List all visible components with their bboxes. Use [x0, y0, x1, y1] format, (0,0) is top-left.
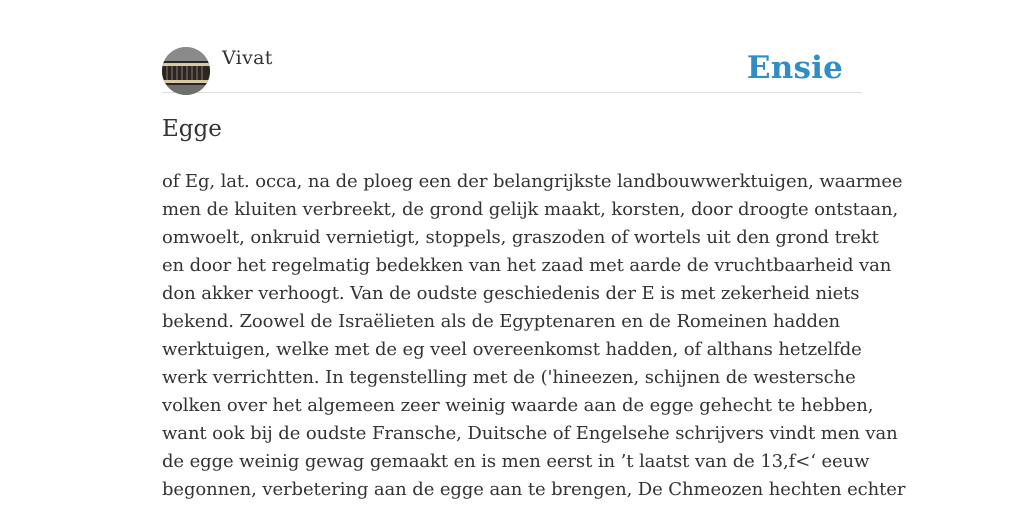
article-line: de egge weinig gewag gemaakt en is men eerst in ’t laatst van de 13,f<‘ eeuw: [162, 451, 870, 472]
article-body: [162, 168, 906, 504]
brand-logo[interactable]: Ensie: [746, 50, 843, 86]
article-line: volken over het algemeen zeer weinig waarde aan de egge gehecht te hebben,: [162, 395, 874, 416]
article-line: of Eg, lat. occa, na de ploeg een der belangrijkste landbouwwerktuigen, waarmee: [162, 171, 903, 192]
source-name[interactable]: Vivat: [222, 47, 273, 69]
article-line: want ook bij de oudste Fransche, Duitsche of Engelsehe schrijvers vindt men van: [162, 423, 898, 444]
article-line: werk verrichtten. In tegenstelling met de ('hineezen, schijnen de westersche: [162, 367, 856, 388]
site-header: [162, 46, 862, 93]
book-spines-icon: [162, 47, 210, 95]
page-title: Egge: [162, 116, 222, 142]
article-line: begonnen, verbetering aan de egge aan te brengen, De Chmeozen hechten echter: [162, 479, 906, 500]
article-line: men de kluiten verbreekt, de grond gelijk maakt, korsten, door droogte ontstaan,: [162, 199, 899, 220]
article-line: don akker verhoogt. Van de oudste geschiedenis der E is met zekerheid niets: [162, 283, 860, 304]
article-line: bekend. Zoowel de Israëlieten als de Egyptenaren en de Romeinen hadden: [162, 311, 840, 332]
article-line: werktuigen, welke met de eg veel overeenkomst hadden, of althans hetzelfde: [162, 339, 862, 360]
avatar[interactable]: [162, 47, 210, 95]
article-line: en door het regelmatig bedekken van het zaad met aarde de vruchtbaarheid van: [162, 255, 892, 276]
article-line: omwoelt, onkruid vernietigt, stoppels, graszoden of wortels uit den grond trekt: [162, 227, 879, 248]
